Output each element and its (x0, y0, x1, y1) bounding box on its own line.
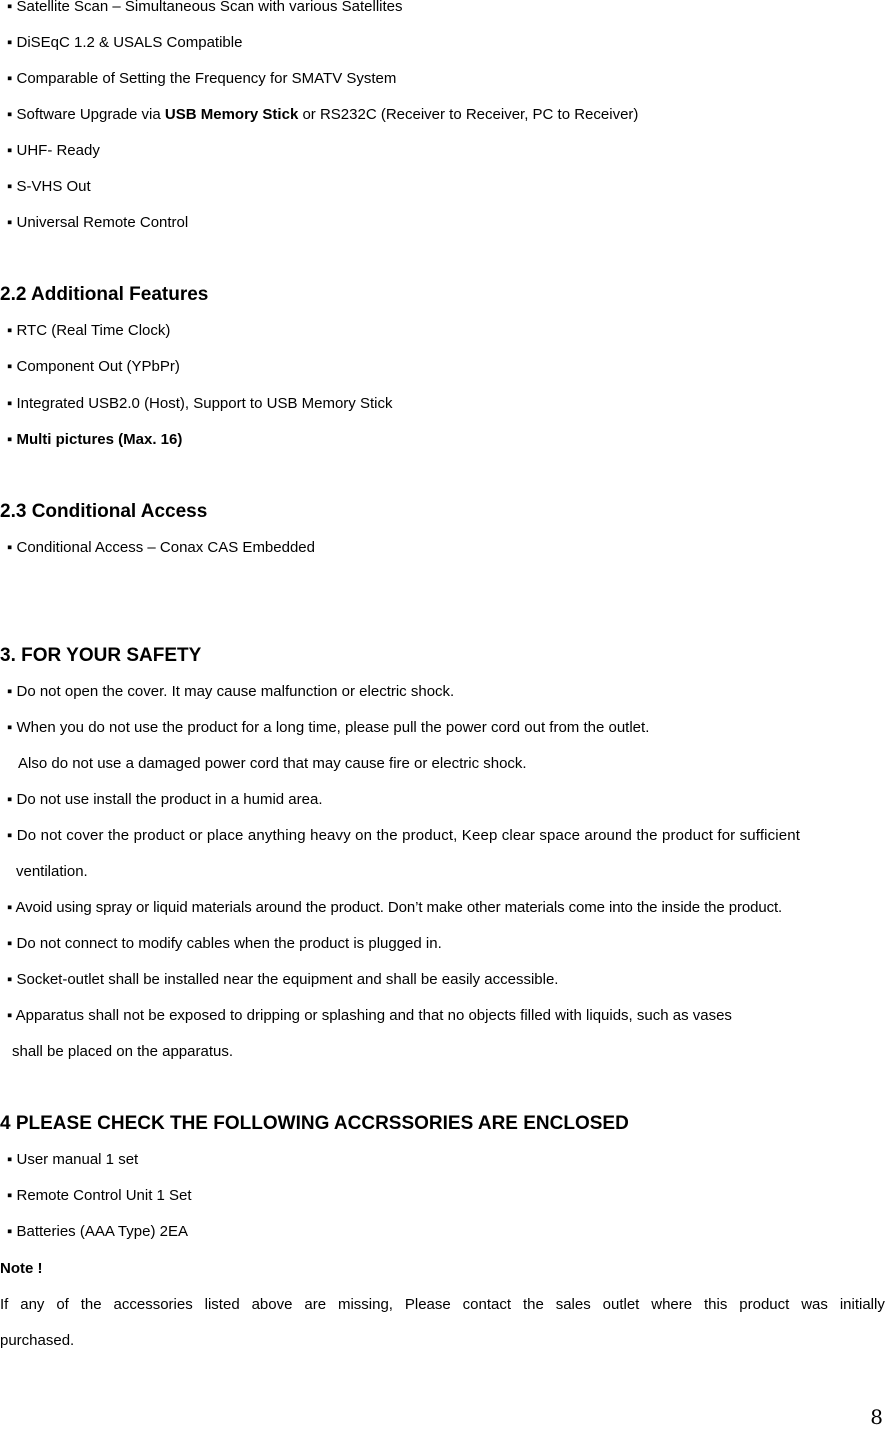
accessory-item: ▪ Remote Control Unit 1 Set (7, 1187, 192, 1204)
note-word: If (0, 1296, 9, 1313)
note-text-line: purchased. (0, 1332, 75, 1349)
note-word: accessories (113, 1296, 193, 1313)
note-word: this (704, 1296, 728, 1313)
note-word: Please (404, 1296, 451, 1313)
upgrade-suffix: or RS232C (Receiver to Receiver, PC to Receiver) (298, 106, 639, 123)
feature-item: ▪ Satellite Scan – Simultaneous Scan with various Satellites (7, 0, 403, 15)
note-word: was (801, 1296, 828, 1313)
additional-item: ▪ Component Out (YPbPr) (7, 358, 180, 375)
note-word: the (80, 1296, 102, 1313)
note-word: contact (462, 1296, 512, 1313)
feature-item: ▪ Universal Remote Control (7, 214, 189, 231)
additional-item-bold: ▪ Multi pictures (Max. 16) (7, 431, 183, 448)
safety-line: shall be placed on the apparatus. (12, 1043, 233, 1060)
feature-item-upgrade (7, 106, 638, 124)
safety-line: ▪ Do not connect to modify cables when the product is plugged in. (7, 935, 442, 952)
safety-line: ventilation. (16, 863, 88, 880)
note-word: initially (839, 1296, 885, 1313)
feature-item: ▪ S-VHS Out (7, 178, 91, 195)
conditional-item: ▪ Conditional Access – Conax CAS Embedded (7, 539, 315, 556)
note-word: sales (555, 1296, 591, 1313)
safety-line: Also do not use a damaged power cord that may cause fire or electric shock. (18, 755, 527, 772)
note-word: of (56, 1296, 69, 1313)
note-word: above (251, 1296, 293, 1313)
feature-item: ▪ UHF- Ready (7, 142, 100, 159)
safety-line: ▪ Do not cover the product or place anything heavy on the product, Keep clear space around the product for sufficient (7, 827, 801, 844)
safety-line: ▪ Do not use install the product in a humid area. (7, 791, 323, 808)
note-word: outlet (602, 1296, 640, 1313)
feature-item: ▪ Comparable of Setting the Frequency for SMATV System (7, 70, 397, 87)
accessory-item: ▪ User manual 1 set (7, 1151, 139, 1168)
note-word: are (304, 1296, 327, 1313)
section-heading-accessories: 4 PLEASE CHECK THE FOLLOWING ACCRSSORIES ARE ENCLOSED (0, 1113, 629, 1134)
note-word: product (739, 1296, 790, 1313)
note-word: missing, (337, 1296, 393, 1313)
page-number: 8 (870, 1405, 883, 1429)
safety-line: ▪ Do not open the cover. It may cause malfunction or electric shock. (7, 683, 455, 700)
note-word: where (651, 1296, 693, 1313)
additional-item: ▪ Integrated USB2.0 (Host), Support to USB Memory Stick (7, 395, 393, 412)
safety-line: ▪ Avoid using spray or liquid materials around the product. Don’t make other materials come into the inside the product. (7, 899, 783, 916)
note-word: any (20, 1296, 45, 1313)
safety-line: ▪ When you do not use the product for a long time, please pull the power cord out from the outlet. (7, 719, 650, 736)
section-heading-additional: 2.2 Additional Features (0, 284, 209, 305)
upgrade-bold: USB Memory Stick (164, 106, 299, 123)
section-heading-safety: 3. FOR YOUR SAFETY (0, 645, 202, 666)
additional-item: ▪ RTC (Real Time Clock) (7, 322, 171, 339)
note-label: Note ! (0, 1260, 43, 1277)
note-word: listed (204, 1296, 240, 1313)
section-heading-conditional: 2.3 Conditional Access (0, 501, 208, 522)
feature-item: ▪ DiSEqC 1.2 & USALS Compatible (7, 34, 243, 51)
upgrade-prefix: ▪ Software Upgrade via (7, 106, 165, 123)
note-word: the (522, 1296, 544, 1313)
accessory-item: ▪ Batteries (AAA Type) 2EA (7, 1223, 188, 1240)
safety-line: ▪ Apparatus shall not be exposed to dripping or splashing and that no objects filled with liquids, such as vases (7, 1007, 732, 1024)
safety-line: ▪ Socket-outlet shall be installed near the equipment and shall be easily accessible. (7, 971, 559, 988)
note-text-line (0, 1296, 885, 1314)
